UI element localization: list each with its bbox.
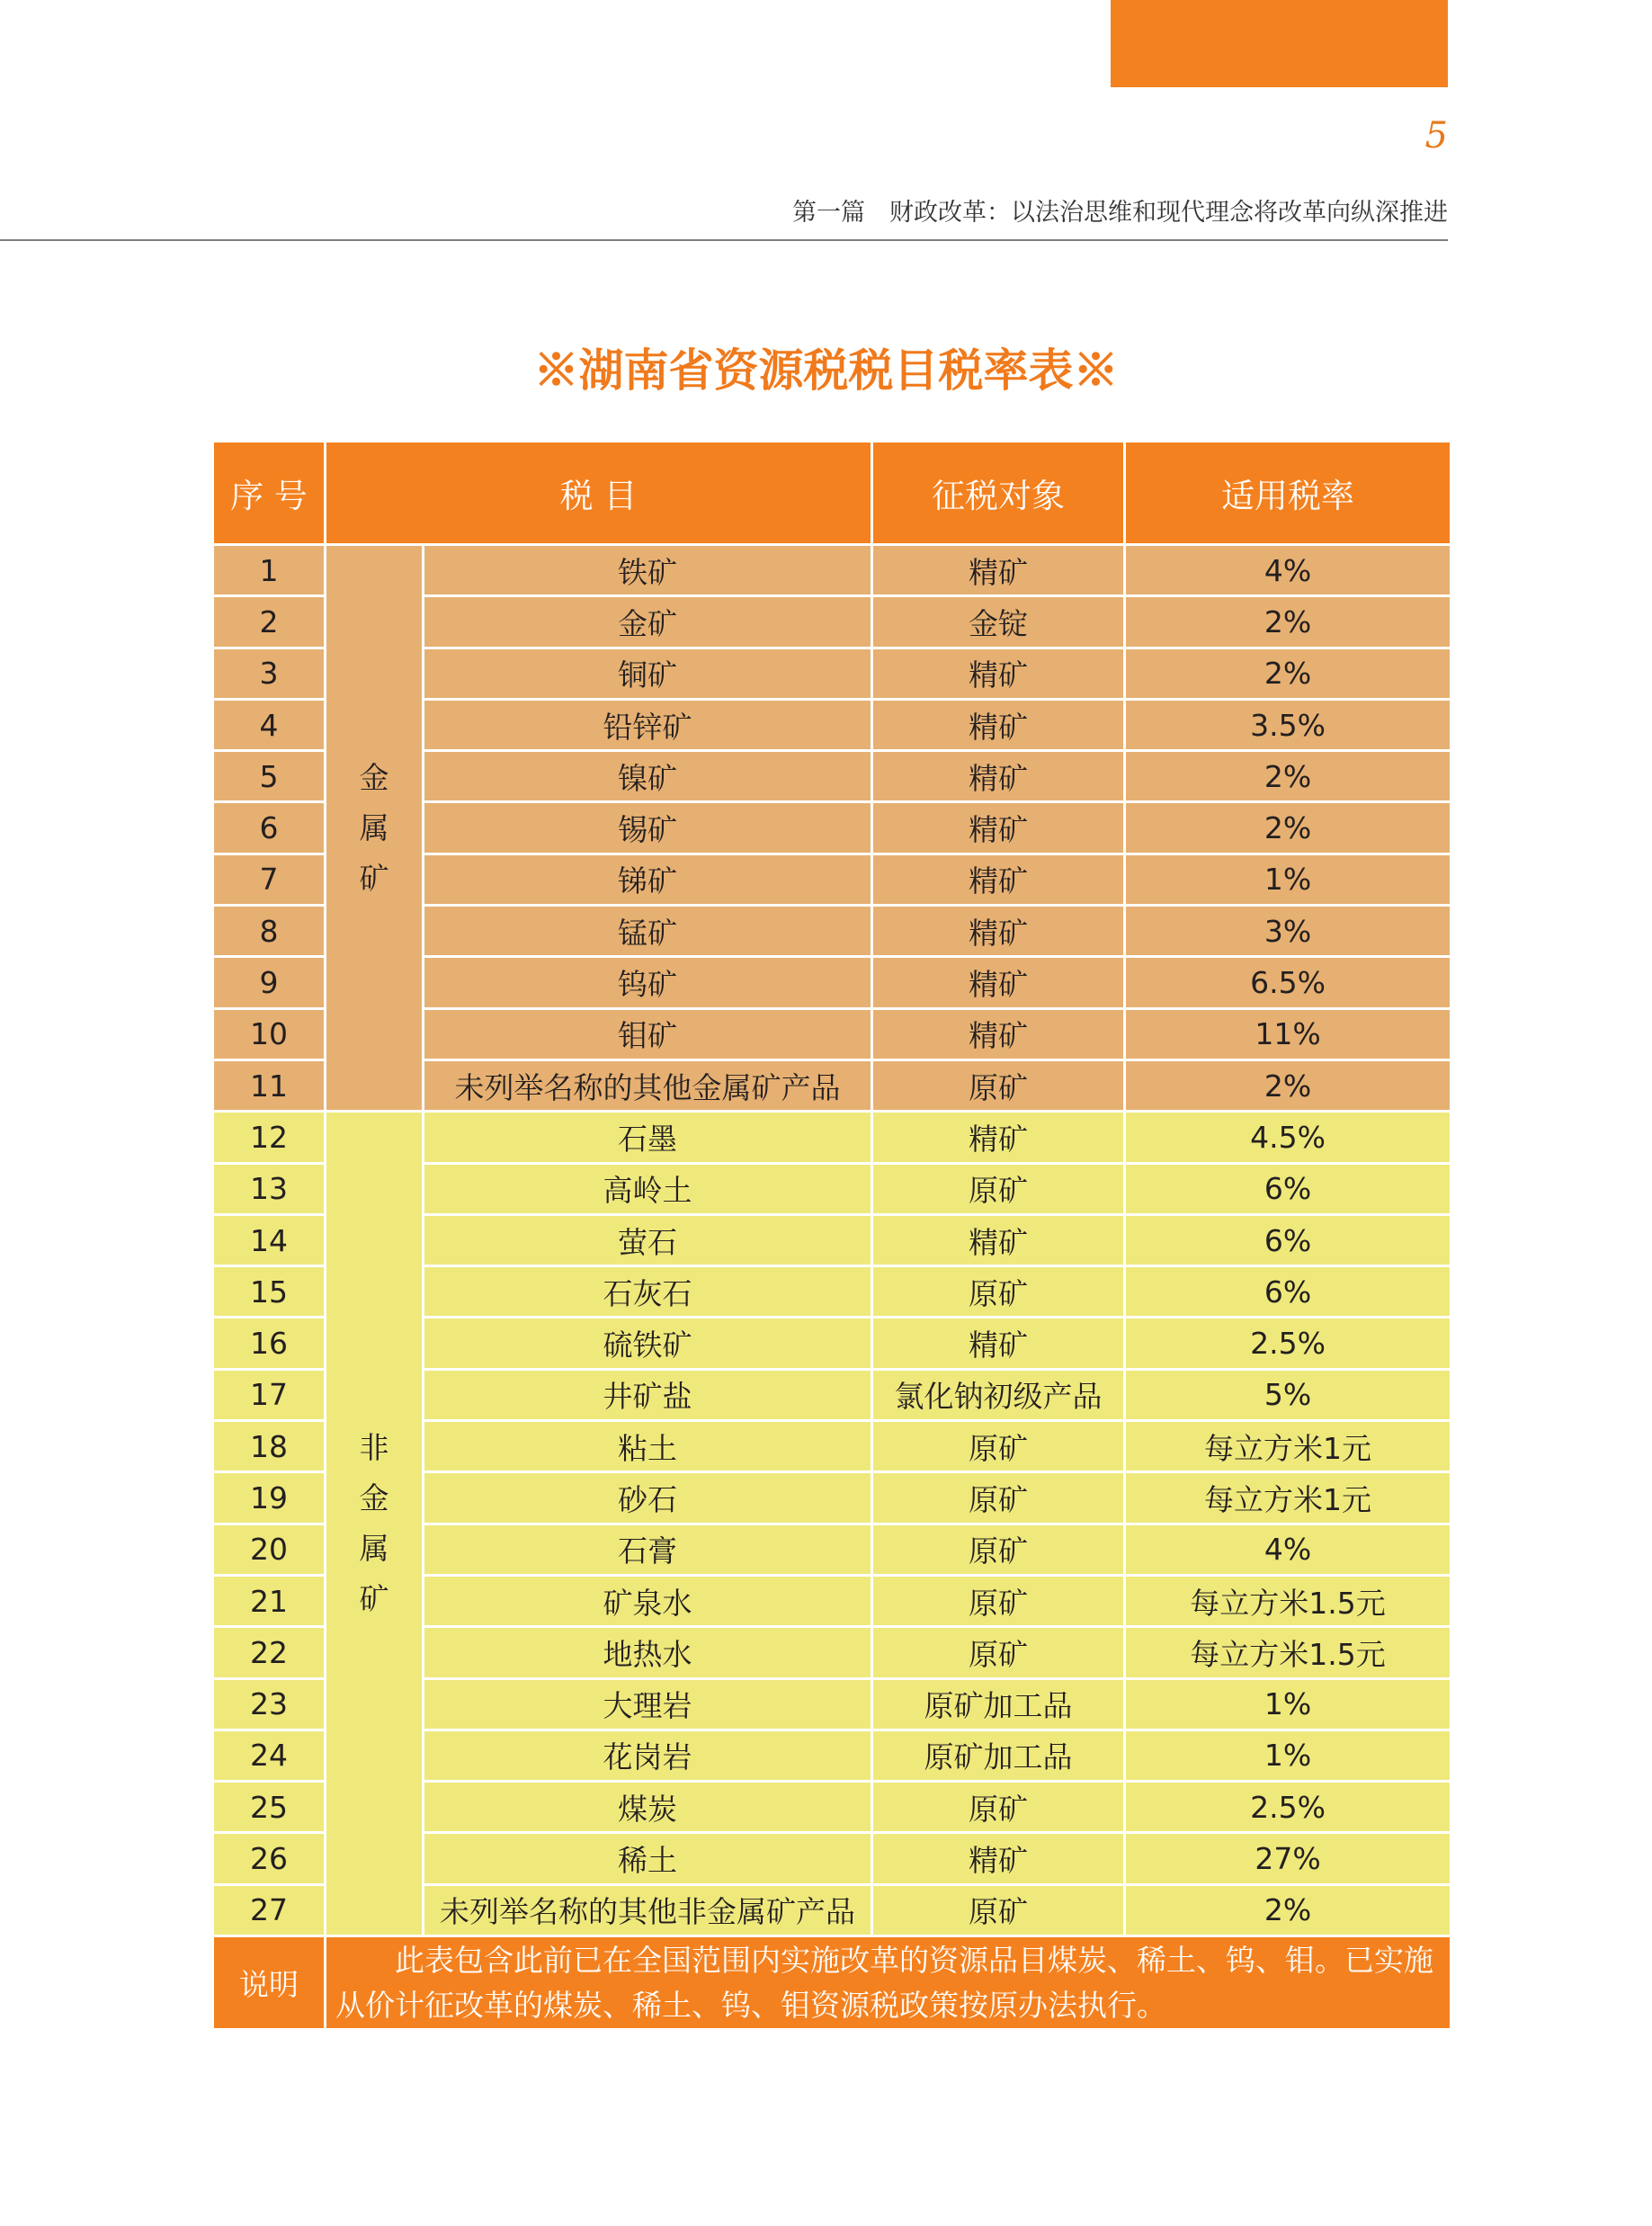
tax-rate: 4.5% [1125, 1112, 1451, 1163]
tax-object: 精矿 [872, 545, 1125, 596]
tax-object: 原矿 [872, 1575, 1125, 1626]
group-nonmetal: 非 金 属 矿 [326, 1112, 424, 1936]
tax-item: 锡矿 [424, 802, 872, 854]
tax-rate-table [211, 440, 1452, 2031]
tax-rate: 6% [1125, 1163, 1451, 1214]
row-number: 15 [213, 1266, 326, 1318]
tax-rate: 4% [1125, 1524, 1451, 1575]
running-header: 第一篇 财政改革：以法治思维和现代理念将改革向纵深推进 [792, 199, 1448, 227]
tax-item: 未列举名称的其他非金属矿产品 [424, 1884, 872, 1935]
tax-rate: 6.5% [1125, 957, 1451, 1008]
row-number: 20 [213, 1524, 326, 1575]
tax-item: 锑矿 [424, 854, 872, 905]
tax-object: 精矿 [872, 1833, 1125, 1884]
tax-object: 精矿 [872, 854, 1125, 905]
tax-object: 原矿 [872, 1421, 1125, 1472]
tax-item: 钨矿 [424, 957, 872, 1008]
tax-rate: 2% [1125, 596, 1451, 648]
note-label: 说明 [213, 1936, 326, 2030]
tax-item: 铅锌矿 [424, 699, 872, 750]
tax-rate: 2% [1125, 1884, 1451, 1935]
col-header-item: 税 目 [326, 442, 872, 545]
tax-object: 原矿 [872, 1524, 1125, 1575]
row-number: 18 [213, 1421, 326, 1472]
tax-object: 原矿 [872, 1059, 1125, 1111]
tax-item: 地热水 [424, 1627, 872, 1678]
tax-object: 原矿 [872, 1472, 1125, 1524]
tax-rate: 4% [1125, 545, 1451, 596]
tax-rate: 3.5% [1125, 699, 1451, 750]
tax-object: 精矿 [872, 699, 1125, 750]
page-number: 5 [1424, 115, 1448, 156]
row-number: 7 [213, 854, 326, 905]
tax-rate: 1% [1125, 1678, 1451, 1730]
row-number: 9 [213, 957, 326, 1008]
tax-rate: 2% [1125, 1059, 1451, 1111]
tax-item: 井矿盐 [424, 1369, 872, 1420]
tax-item: 铁矿 [424, 545, 872, 596]
tax-item: 石墨 [424, 1112, 872, 1163]
tax-item: 金矿 [424, 596, 872, 648]
row-number: 2 [213, 596, 326, 648]
tax-item: 硫铁矿 [424, 1318, 872, 1369]
header-divider [0, 239, 1448, 241]
row-number: 14 [213, 1214, 326, 1265]
tax-object: 原矿 [872, 1782, 1125, 1833]
row-number: 23 [213, 1678, 326, 1730]
tax-object: 原矿 [872, 1884, 1125, 1935]
row-number: 21 [213, 1575, 326, 1626]
table-body [213, 545, 1451, 1936]
row-number: 10 [213, 1008, 326, 1059]
tax-object: 原矿 [872, 1627, 1125, 1678]
tax-object: 原矿加工品 [872, 1730, 1125, 1781]
row-number: 26 [213, 1833, 326, 1884]
note-row [213, 1936, 1451, 2030]
tax-object: 原矿 [872, 1163, 1125, 1214]
tax-rate: 每立方米1元 [1125, 1472, 1451, 1524]
col-header-no: 序 号 [213, 442, 326, 545]
row-number: 8 [213, 906, 326, 957]
tax-object: 精矿 [872, 802, 1125, 854]
tax-object: 精矿 [872, 1318, 1125, 1369]
tax-object: 精矿 [872, 751, 1125, 802]
tax-item: 石灰石 [424, 1266, 872, 1318]
tax-rate: 6% [1125, 1266, 1451, 1318]
tax-object: 精矿 [872, 1112, 1125, 1163]
tax-item: 未列举名称的其他金属矿产品 [424, 1059, 872, 1111]
tax-rate: 2% [1125, 802, 1451, 854]
tax-item: 石膏 [424, 1524, 872, 1575]
tax-item: 锰矿 [424, 906, 872, 957]
tax-item: 煤炭 [424, 1782, 872, 1833]
tax-rate: 6% [1125, 1214, 1451, 1265]
tax-item: 矿泉水 [424, 1575, 872, 1626]
note-text: 此表包含此前已在全国范围内实施改革的资源品目煤炭、稀土、钨、钼。已实施从价计征改革的煤炭、稀土、钨、钼资源税政策按原办法执行。 [326, 1936, 1451, 2030]
header-accent-block [1111, 0, 1448, 87]
row-number: 5 [213, 751, 326, 802]
row-number: 6 [213, 802, 326, 854]
row-number: 25 [213, 1782, 326, 1833]
row-number: 27 [213, 1884, 326, 1935]
tax-rate: 2.5% [1125, 1318, 1451, 1369]
tax-rate: 每立方米1.5元 [1125, 1627, 1451, 1678]
table-row [213, 545, 1451, 596]
table-header-row [213, 442, 1451, 545]
row-number: 12 [213, 1112, 326, 1163]
tax-item: 高岭土 [424, 1163, 872, 1214]
row-number: 3 [213, 648, 326, 699]
tax-rate: 2.5% [1125, 1782, 1451, 1833]
tax-rate: 11% [1125, 1008, 1451, 1059]
tax-rate: 2% [1125, 751, 1451, 802]
row-number: 4 [213, 699, 326, 750]
row-number: 11 [213, 1059, 326, 1111]
tax-item: 砂石 [424, 1472, 872, 1524]
tax-item: 萤石 [424, 1214, 872, 1265]
tax-object: 精矿 [872, 906, 1125, 957]
col-header-rate: 适用税率 [1125, 442, 1451, 545]
group-metal: 金 属 矿 [326, 545, 424, 1112]
tax-rate: 5% [1125, 1369, 1451, 1420]
tax-item: 钼矿 [424, 1008, 872, 1059]
tax-rate: 1% [1125, 1730, 1451, 1781]
row-number: 17 [213, 1369, 326, 1420]
tax-rate: 2% [1125, 648, 1451, 699]
table-title: ※湖南省资源税税目税率表※ [533, 344, 1119, 397]
table-row [213, 1112, 1451, 1163]
row-number: 1 [213, 545, 326, 596]
tax-rate: 3% [1125, 906, 1451, 957]
tax-rate: 1% [1125, 854, 1451, 905]
row-number: 24 [213, 1730, 326, 1781]
row-number: 22 [213, 1627, 326, 1678]
tax-object: 精矿 [872, 1214, 1125, 1265]
tax-item: 大理岩 [424, 1678, 872, 1730]
tax-object: 精矿 [872, 648, 1125, 699]
tax-item: 铜矿 [424, 648, 872, 699]
tax-object: 精矿 [872, 957, 1125, 1008]
tax-rate: 每立方米1元 [1125, 1421, 1451, 1472]
tax-object: 精矿 [872, 1008, 1125, 1059]
tax-item: 粘土 [424, 1421, 872, 1472]
tax-rate: 27% [1125, 1833, 1451, 1884]
tax-object: 氯化钠初级产品 [872, 1369, 1125, 1420]
row-number: 16 [213, 1318, 326, 1369]
tax-object: 金锭 [872, 596, 1125, 648]
tax-item: 稀土 [424, 1833, 872, 1884]
tax-item: 镍矿 [424, 751, 872, 802]
col-header-object: 征税对象 [872, 442, 1125, 545]
tax-item: 花岗岩 [424, 1730, 872, 1781]
row-number: 13 [213, 1163, 326, 1214]
tax-object: 原矿加工品 [872, 1678, 1125, 1730]
tax-rate: 每立方米1.5元 [1125, 1575, 1451, 1626]
tax-object: 原矿 [872, 1266, 1125, 1318]
row-number: 19 [213, 1472, 326, 1524]
